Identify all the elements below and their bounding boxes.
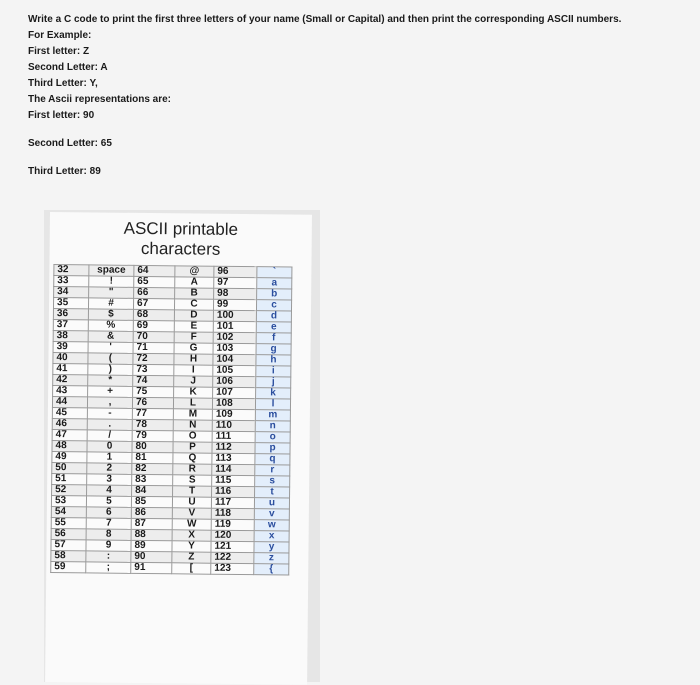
table-cell: y (254, 542, 289, 553)
table-cell: ; (86, 562, 131, 573)
table-cell: 43 (53, 386, 88, 397)
table-cell: P (173, 442, 212, 453)
table-cell: j (256, 377, 291, 388)
table-cell: 108 (212, 398, 255, 409)
table-cell: 8 (86, 529, 131, 540)
table-cell: * (88, 375, 133, 386)
table-cell: 68 (133, 309, 174, 320)
table-cell: e (256, 322, 291, 333)
table-cell: 54 (51, 507, 86, 518)
table-cell: / (87, 430, 132, 441)
table-cell: - (87, 408, 132, 419)
table-cell: 115 (212, 475, 255, 486)
table-cell: " (89, 287, 134, 298)
table-cell: u (254, 498, 289, 509)
table-cell: O (173, 431, 212, 442)
table-cell: 114 (212, 464, 255, 475)
table-cell: N (173, 420, 212, 431)
table-cell: A (175, 277, 214, 288)
table-cell: 59 (51, 562, 86, 573)
question-line: First letter: Z (28, 46, 90, 57)
table-cell: # (88, 298, 133, 309)
table-cell: 41 (53, 364, 88, 375)
table-cell: 98 (214, 288, 257, 299)
table-cell: B (175, 288, 214, 299)
question-line: First letter: 90 (28, 110, 95, 121)
table-cell: 87 (131, 518, 172, 529)
table-cell: 77 (132, 408, 173, 419)
table-cell: f (256, 333, 291, 344)
question-line: For Example: (28, 30, 92, 41)
table-cell: , (87, 397, 132, 408)
ascii-table-card (45, 212, 312, 685)
table-cell: V (172, 508, 211, 519)
table-cell: L (173, 398, 212, 409)
table-cell: + (88, 386, 133, 397)
table-cell: 51 (52, 474, 87, 485)
table-cell: 40 (53, 353, 88, 364)
table-cell: R (173, 464, 212, 475)
table-cell: D (174, 310, 213, 321)
table-cell: 122 (211, 552, 254, 563)
table-cell: 90 (131, 551, 172, 562)
table-cell: G (174, 343, 213, 354)
table-cell: ` (257, 267, 292, 278)
table-cell: 52 (52, 485, 87, 496)
table-cell: 91 (131, 562, 172, 573)
table-cell: 101 (213, 321, 256, 332)
table-cell: Y (172, 541, 211, 552)
table-cell: 1 (87, 452, 132, 463)
table-cell: r (255, 465, 290, 476)
table-cell: 57 (51, 540, 86, 551)
table-cell: 49 (52, 452, 87, 463)
question-text (28, 12, 621, 180)
table-cell: 117 (211, 497, 254, 508)
table-cell: 111 (212, 431, 255, 442)
table-cell: 96 (214, 266, 257, 277)
table-cell: 34 (54, 287, 89, 298)
title-line: characters (140, 238, 221, 259)
table-cell: 76 (132, 397, 173, 408)
table-cell: J (174, 376, 213, 387)
table-cell: a (257, 278, 292, 289)
table-cell: d (256, 311, 291, 322)
table-cell: 71 (133, 342, 174, 353)
table-cell: 80 (132, 441, 173, 452)
table-cell: M (173, 409, 212, 420)
table-cell: 104 (213, 354, 256, 365)
table-cell: [ (172, 563, 211, 574)
table-cell: U (172, 497, 211, 508)
table-cell: 82 (132, 463, 173, 474)
table-cell: 100 (213, 310, 256, 321)
table-cell: C (174, 299, 213, 310)
table-cell: 50 (52, 463, 87, 474)
table-cell: 36 (53, 309, 88, 320)
table-cell: 56 (51, 529, 86, 540)
table-cell: 5 (86, 496, 131, 507)
table-cell: { (254, 564, 289, 575)
table-cell: 116 (212, 486, 255, 497)
table-cell: $ (88, 309, 133, 320)
spacer (28, 152, 621, 164)
table-cell: 65 (134, 276, 175, 287)
table-cell: x (254, 531, 289, 542)
table-cell: 47 (52, 430, 87, 441)
table-cell: . (87, 419, 132, 430)
table-cell: : (86, 551, 131, 562)
table-cell: Q (173, 453, 212, 464)
table-cell: ) (88, 364, 133, 375)
table-cell: l (255, 399, 290, 410)
table-cell: 33 (54, 276, 89, 287)
question-line: The Ascii representations are: (28, 94, 172, 105)
table-cell: 4 (87, 485, 132, 496)
table-cell: z (254, 553, 289, 564)
question-line: Write a C code to print the first three letters of your name (Small or Capital) and then print the corresponding ASCII numbers. (28, 14, 622, 25)
table-cell: 32 (54, 265, 89, 276)
table-cell: S (173, 475, 212, 486)
table-cell: 72 (133, 353, 174, 364)
table-cell: E (174, 321, 213, 332)
table-row (51, 562, 289, 575)
table-cell: n (255, 421, 290, 432)
table-cell: 38 (53, 331, 88, 342)
table-cell: h (256, 355, 291, 366)
table-cell: % (88, 320, 133, 331)
table-cell: 109 (212, 409, 255, 420)
table-cell: 9 (86, 540, 131, 551)
table-cell: & (88, 331, 133, 342)
table-cell: 55 (51, 518, 86, 529)
table-cell: 64 (134, 265, 175, 276)
table-cell: s (255, 476, 290, 487)
table-cell: 86 (131, 507, 172, 518)
table-cell: 79 (132, 430, 173, 441)
table-cell: p (255, 443, 290, 454)
table-cell: 0 (87, 441, 132, 452)
table-cell: 39 (53, 342, 88, 353)
table-cell: 81 (132, 452, 173, 463)
table-cell: q (255, 454, 290, 465)
table-cell: 45 (52, 408, 87, 419)
table-cell: 119 (211, 519, 254, 530)
table-cell: 84 (132, 485, 173, 496)
table-cell: i (256, 366, 291, 377)
ascii-table (50, 264, 292, 575)
table-cell: 46 (52, 419, 87, 430)
table-cell: 74 (133, 375, 174, 386)
table-cell: g (256, 344, 291, 355)
table-cell: 44 (52, 397, 87, 408)
table-cell: 73 (133, 364, 174, 375)
table-cell: 85 (131, 496, 172, 507)
table-cell: c (256, 300, 291, 311)
question-line: Second Letter: A (28, 62, 108, 73)
table-cell: 97 (214, 277, 257, 288)
table-cell: 66 (134, 287, 175, 298)
table-cell: 67 (133, 298, 174, 309)
table-cell: 3 (87, 474, 132, 485)
table-cell: 75 (133, 386, 174, 397)
table-cell: Z (172, 552, 211, 563)
table-cell: 6 (86, 507, 131, 518)
table-cell: 121 (211, 541, 254, 552)
table-cell: 2 (87, 463, 132, 474)
table-cell: 99 (213, 299, 256, 310)
table-cell: 105 (213, 365, 256, 376)
ascii-table-title (50, 218, 312, 261)
table-cell: 107 (213, 387, 256, 398)
table-cell: o (255, 432, 290, 443)
table-cell: 113 (212, 453, 255, 464)
table-cell: 53 (51, 496, 86, 507)
table-cell: space (89, 265, 134, 276)
question-line: Third Letter: 89 (28, 166, 101, 177)
table-cell: 88 (131, 529, 172, 540)
table-cell: X (172, 530, 211, 541)
table-cell: m (255, 410, 290, 421)
table-cell: T (173, 486, 212, 497)
table-cell: K (174, 387, 213, 398)
table-cell: 120 (211, 530, 254, 541)
table-cell: 103 (213, 343, 256, 354)
table-cell: 123 (211, 563, 254, 574)
table-cell: 35 (53, 298, 88, 309)
table-cell: 102 (213, 332, 256, 343)
table-cell: 58 (51, 551, 86, 562)
table-cell: 118 (211, 508, 254, 519)
title-line: ASCII printable (123, 218, 239, 239)
table-cell: ' (88, 342, 133, 353)
table-cell: I (174, 365, 213, 376)
table-cell: 112 (212, 442, 255, 453)
table-cell: b (257, 289, 292, 300)
table-cell: w (254, 520, 289, 531)
table-cell: 83 (132, 474, 173, 485)
table-cell: 69 (133, 320, 174, 331)
table-cell: 7 (86, 518, 131, 529)
spacer (28, 124, 621, 136)
table-cell: 70 (133, 331, 174, 342)
table-cell: 89 (131, 540, 172, 551)
table-cell: W (172, 519, 211, 530)
table-cell: ! (89, 276, 134, 287)
table-cell: 37 (53, 320, 88, 331)
table-cell: t (255, 487, 290, 498)
table-cell: 78 (132, 419, 173, 430)
table-cell: 48 (52, 441, 87, 452)
table-cell: @ (175, 266, 214, 277)
table-cell: H (174, 354, 213, 365)
table-cell: 110 (212, 420, 255, 431)
question-line: Third Letter: Y, (28, 78, 98, 89)
table-cell: 42 (53, 375, 88, 386)
table-cell: v (254, 509, 289, 520)
table-cell: 106 (213, 376, 256, 387)
question-line: Second Letter: 65 (28, 138, 112, 149)
table-cell: F (174, 332, 213, 343)
table-cell: ( (88, 353, 133, 364)
table-cell: k (256, 388, 291, 399)
